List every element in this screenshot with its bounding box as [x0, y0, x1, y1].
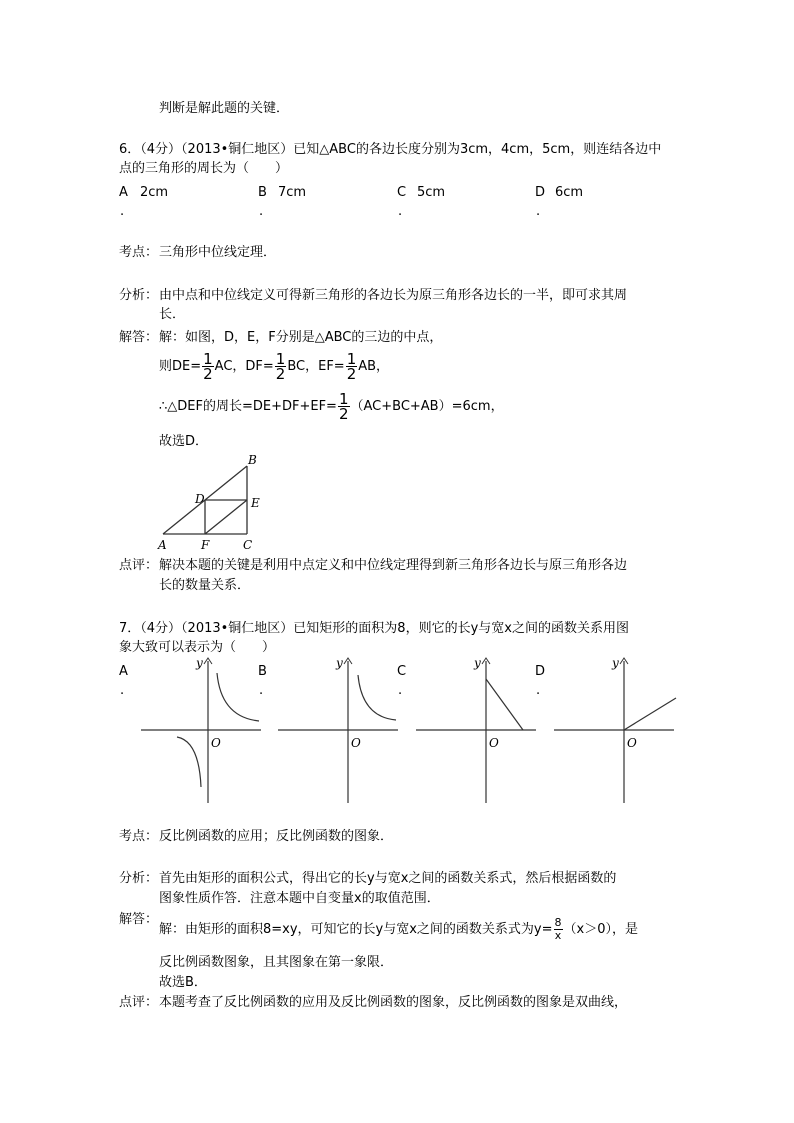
q7-jieda-post: （x＞0），是	[563, 922, 638, 937]
point-f-label: F	[201, 538, 210, 552]
point-d-label: D	[195, 492, 205, 506]
point-c-label: C	[243, 538, 253, 552]
q7-option-a-dot: .	[120, 683, 125, 698]
q7-dianping-label: 点评：	[119, 995, 159, 1010]
q6-eq-de: 则DE=	[159, 359, 202, 374]
y-axis-label: y	[474, 656, 481, 670]
q6-jieda-label: 解答：	[119, 330, 159, 345]
q6-eq-ac: AC，DF=	[214, 359, 274, 374]
decreasing-line	[486, 679, 523, 730]
q7-stem-line2: 象大致可以表示为（ ）	[119, 640, 276, 655]
y-axis-label: y	[612, 656, 619, 670]
fraction-half: $\frac{1}{2}$	[275, 350, 286, 383]
point-a-label: A	[158, 538, 167, 552]
q6-fenxi-line2: 长．	[159, 307, 186, 322]
graph-option-b	[278, 655, 403, 805]
hyperbola-branch-q1	[217, 673, 259, 721]
graph-option-d	[554, 655, 679, 805]
q6-option-d-dot: .	[536, 204, 541, 219]
q6-eq-bc: BC，EF=	[287, 359, 345, 374]
q6-option-a-text: 2cm	[140, 185, 169, 200]
q7-jieda-line1	[159, 915, 638, 945]
fraction-half: $\frac{1}{2}$	[338, 390, 349, 423]
graph-option-a	[141, 655, 266, 805]
q7-fenxi-line2: 图象性质作答．注意本题中自变量x的取值范围．	[159, 891, 440, 906]
increasing-line	[624, 698, 676, 730]
q6-option-c-letter: C	[397, 185, 407, 200]
q6-option-b-dot: .	[259, 204, 264, 219]
q6-option-b-text: 7cm	[278, 185, 307, 200]
point-b-label: B	[248, 453, 257, 467]
q6-option-d-letter: D	[535, 185, 546, 200]
q7-option-d-dot: .	[536, 683, 541, 698]
q7-option-d-letter: D	[535, 664, 546, 679]
y-axis-label: y	[336, 656, 343, 670]
q7-jieda-line2: 反比例函数图象，且其图象在第一象限．	[159, 955, 394, 970]
q7-option-b-letter: B	[258, 664, 267, 679]
triangle-midpoint-figure	[155, 450, 275, 555]
q6-kaodian: 三角形中位线定理．	[159, 245, 277, 260]
origin-label: O	[211, 736, 221, 750]
q7-kaodian: 反比例函数的应用；反比例函数的图象．	[159, 829, 394, 844]
q6-fenxi-line1: 由中点和中位线定义可得新三角形的各边长为原三角形各边长的一半，即可求其周	[159, 288, 628, 303]
fraction-half: $\frac{1}{2}$	[203, 350, 213, 383]
graph-option-c	[416, 655, 541, 805]
q6-dianping-label: 点评：	[119, 558, 159, 573]
q7-option-b-dot: .	[259, 683, 264, 698]
q7-option-c-letter: C	[397, 664, 407, 679]
q7-jieda-pre: 解：由矩形的面积8=xy，可知它的长y与宽x之间的函数关系式为y=	[159, 922, 553, 937]
q7-choose: 故选B．	[159, 975, 207, 990]
q7-kaodian-label: 考点：	[119, 829, 159, 844]
q7-fenxi-line1: 首先由矩形的面积公式，得出它的长y与宽x之间的函数关系式，然后根据函数的	[159, 871, 617, 886]
point-e-label: E	[251, 496, 260, 510]
fraction-8-over-x: $\frac{8}{x}$	[554, 916, 562, 942]
q6-dianping-line1: 解决本题的关键是利用中点定义和中位线定理得到新三角形各边长与原三角形各边	[159, 558, 628, 573]
q6-perimeter-pre: ∴△DEF的周长=DE+DF+EF=	[159, 399, 337, 414]
q7-fenxi-label: 分析：	[119, 871, 159, 886]
hyperbola-branch-q3	[177, 737, 201, 787]
q6-kaodian-label: 考点：	[119, 245, 159, 260]
q7-dianping-line1: 本题考查了反比例函数的应用及反比例函数的图象，反比例函数的图象是双曲线，	[159, 995, 628, 1010]
q6-option-c-dot: .	[398, 204, 403, 219]
q6-stem-line2: 点的三角形的周长为（ ）	[119, 161, 289, 176]
q7-stem-line1: 7．（4分）（2013•铜仁地区）已知矩形的面积为8，则它的长y与宽x之间的函数关系用图	[119, 621, 629, 636]
q6-option-c-text: 5cm	[417, 185, 446, 200]
q6-midline-equation	[159, 352, 389, 382]
q6-perimeter-post: （AC+BC+AB）=6cm，	[350, 399, 504, 414]
hyperbola-branch-q1	[358, 675, 396, 720]
prev-tail: 判断是解此题的关键．	[159, 101, 290, 116]
segment-ef	[205, 500, 247, 534]
origin-label: O	[627, 736, 637, 750]
q6-eq-ab: AB，	[358, 359, 390, 374]
q7-option-c-dot: .	[398, 683, 403, 698]
q6-option-a-letter: A	[119, 185, 128, 200]
y-axis-label: y	[196, 656, 203, 670]
q6-dianping-line2: 长的数量关系．	[159, 578, 251, 593]
q6-jieda-line1: 解：如图，D，E，F分别是△ABC的三边的中点，	[159, 330, 443, 345]
origin-label: O	[489, 736, 499, 750]
q6-option-b-letter: B	[258, 185, 267, 200]
q7-option-a-letter: A	[119, 664, 128, 679]
q6-option-d-text: 6cm	[555, 185, 584, 200]
q6-perimeter-equation	[159, 392, 504, 422]
fraction-half: $\frac{1}{2}$	[346, 350, 357, 383]
q7-jieda-label: 解答：	[119, 912, 159, 927]
q6-fenxi-label: 分析：	[119, 288, 159, 303]
origin-label: O	[351, 736, 361, 750]
q6-choose: 故选D．	[159, 434, 209, 449]
q6-option-a-dot: .	[120, 204, 125, 219]
q6-stem-line1: 6．（4分）（2013•铜仁地区）已知△ABC的各边长度分别为3cm，4cm，5cm，则连结各边中	[119, 142, 662, 157]
